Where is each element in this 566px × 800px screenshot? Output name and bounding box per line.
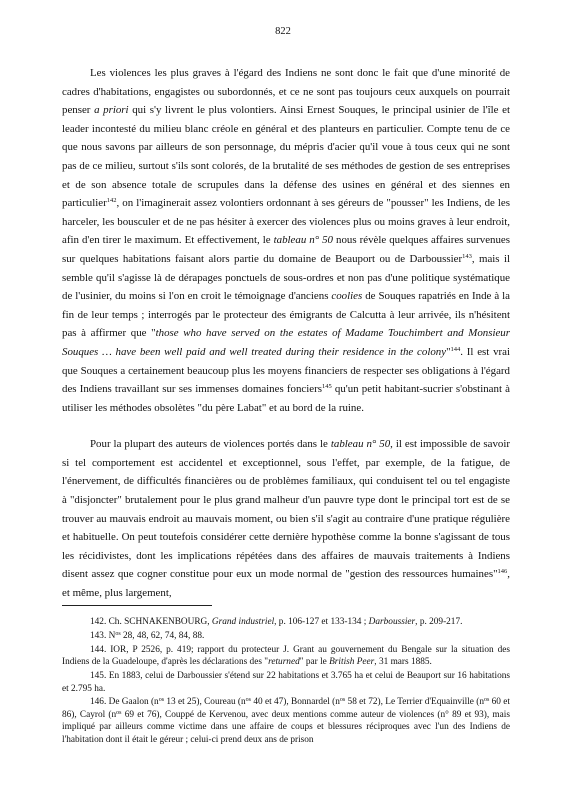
footnote-ref-143[interactable]: 143 [462,252,472,260]
footnote-text: 13 et 25), Coureau (n [164,697,246,708]
footnote-144 [62,644,510,669]
italic-text: British Peer [329,657,375,668]
paragraph-text: " [446,345,451,358]
superscript: os [116,709,122,716]
italic-text: returned [268,657,300,668]
paragraph-recidivists [62,435,510,602]
paragraph-text: , on l'imaginerait assez volontiers ordonnant à ses géreurs de "pousser" les Indiens, de les harceler, les bousculer et de ne pas hésiter à exercer des violences plus ou moins graves à leur endroit, afin d'en tirer le maximum. Et effectivement, le [62,197,510,247]
footnote-142 [62,616,510,628]
paragraph-souques [62,64,510,417]
footnote-text: 69 et 76), Couppé de Kervenou, avec deux mentions comme auteur de violences (n° 89 et 93), mais impliqué par ailleurs comme victime dans une affaire de coups et blessures réciproques avec l'un des Indiens de l'habitation dont il était le géreur ; celui-ci prend deux ans de prison [62,709,510,745]
footnote-ref-144[interactable]: 144 [450,345,461,353]
footnote-text: 142. Ch. SCHNAKENBOURG, [90,617,212,627]
italic-text: Grand industriel [211,617,275,627]
superscript: os [483,697,490,704]
footnote-text: , 31 mars 1885. [374,657,432,668]
footnote-text: 145. En 1883, celui de Darboussier s'étend sur 22 habitations et 3.765 ha et celui de Beauport sur 16 habitations et 2.795 ha. [62,671,510,694]
footnote-text: 146. De Gaalon (n [90,697,159,708]
italic-text: coolies [331,290,363,303]
paragraph-text: , et même, plus largement, [62,568,510,600]
footnote-text: " par le [299,657,330,668]
footnote-text: 144. IOR, P 2526, p. 419; rapport du protecteur J. Grant au gouvernement du Bengale sur la situation des Indiens de la Guadeloupe, d'après les déclarations des " [62,644,510,668]
footnote-text: 40 et 47), Bonnardel (n [251,697,340,708]
body-text [62,64,510,603]
footnote-ref-142[interactable]: 142 [106,197,117,205]
footnote-145 [62,670,510,695]
italic-text: a priori [94,104,129,117]
footnote-143 [62,630,510,642]
footnote-text: , p. 209-217. [415,617,463,627]
italic-text: Darboussier [368,617,416,627]
footnote-ref-146[interactable]: 146 [497,568,508,576]
page-number: 822 [275,26,291,37]
footnotes [62,616,510,747]
paragraph-text: qu'un petit habitant-sucrier s'obstinant à utiliser les méthodes obsolètes "du père Labat" et au bord de la ruine. [62,383,510,414]
italic-text: tableau n° 50 [330,438,391,451]
footnote-text: 143. N [90,630,116,641]
paragraph-text: , il est impossible de savoir si tel comportement est accidentel et exceptionnel, sous l'effet, par exemple, de la fatigue, de l'énervement, de difficultés financières ou de problèmes familiaux, qui conduisent tel ou tel engagiste à "disjoncter" brutalement pour le plus grand malheur d'un pauvre type dont le principal tort est de se trouver au mauvais endroit au mauvais moment, ou bien s'il s'agit au contraire d'une pratique régulière et habituelle. On peut toutefois considérer cette dernière hypothèse comme la bonne s'agissant de tous les récidivistes, dont les implications répétées dans des affaires de mauvais traitements à Indiens disent assez que cogner constitue pour eux un mode normal de "gestion des ressources humaines" [62,438,510,581]
italic-text: tableau n° 50 [273,234,333,247]
footnote-ref-145[interactable]: 145 [321,383,332,391]
footnote-separator [62,605,212,606]
paragraph-text: nous révèle quelques affaires survenues sur quelques habitations faisant alors partie du domaine de Beauport ou de Darboussier [62,234,510,265]
superscript: os [339,697,346,704]
paragraph-text: , mais il semble qu'il s'agisse là de dérapages ponctuels de sous-ordres et non pas d'une politique systématique de l'usinier, du moins si l'on en croit le témoignage d'anciens [62,252,511,303]
footnote-text: 60 et 86), Cayrol (n [62,697,510,720]
superscript: os [158,697,165,704]
footnote-text: , p. 106-127 et 133-134 ; [274,617,369,627]
paragraph-text: Pour la plupart des auteurs de violences portés dans le [90,438,331,451]
paragraph-text: de Souques rapatriés en Inde à la fin de leur temps ; interrogés par le protecteur des émigrants de Calcutta à leur arrivée, ils n'hésitent pas à affirmer que " [62,290,510,340]
superscript: os [115,630,121,637]
italic-quote: those who have served on the estates of Madame Touchimbert and Monsieur Souques … have been well paid and well treated during their residence in the colony [62,327,510,358]
footnote-text: 28, 48, 62, 74, 84, 88. [120,630,205,641]
paragraph-text: qui s'y livrent le plus volontiers. Ainsi Ernest Souques, le principal usinier de l'île et leader incontesté du milieu blanc créole en général et des planteurs en particulier. Compte tenu de ce que nous savons par ailleurs de son personnage, du mépris d'acier qu'il voue à tous ceux qui ne sont pas de ce milieu, surtout s'ils sont colorés, de la brutalité de ses méthodes de gestion de ses entreprises et de son absence totale de scrupules dans la défense des usines en général et des siennes en particulier [62,104,510,210]
footnote-text: 58 et 72), Le Terrier d'Equainville (n [345,697,484,708]
footnote-146 [62,696,510,745]
paragraph-text: Les violences les plus graves à l'égard des Indiens ne sont donc le fait que d'une minorité de cadres d'habitations, engagistes ou subordonnés, et ce ne sont pas toujours ceux auxquels on pourrait penser [62,67,510,117]
superscript: os [245,697,252,704]
paragraph-text: . Il est vrai que Souques a certainement beaucoup plus les moyens financiers de respecter ses obligations à l'égard des Indiens travaillant sur ses immenses domaines fonciers [62,345,510,396]
